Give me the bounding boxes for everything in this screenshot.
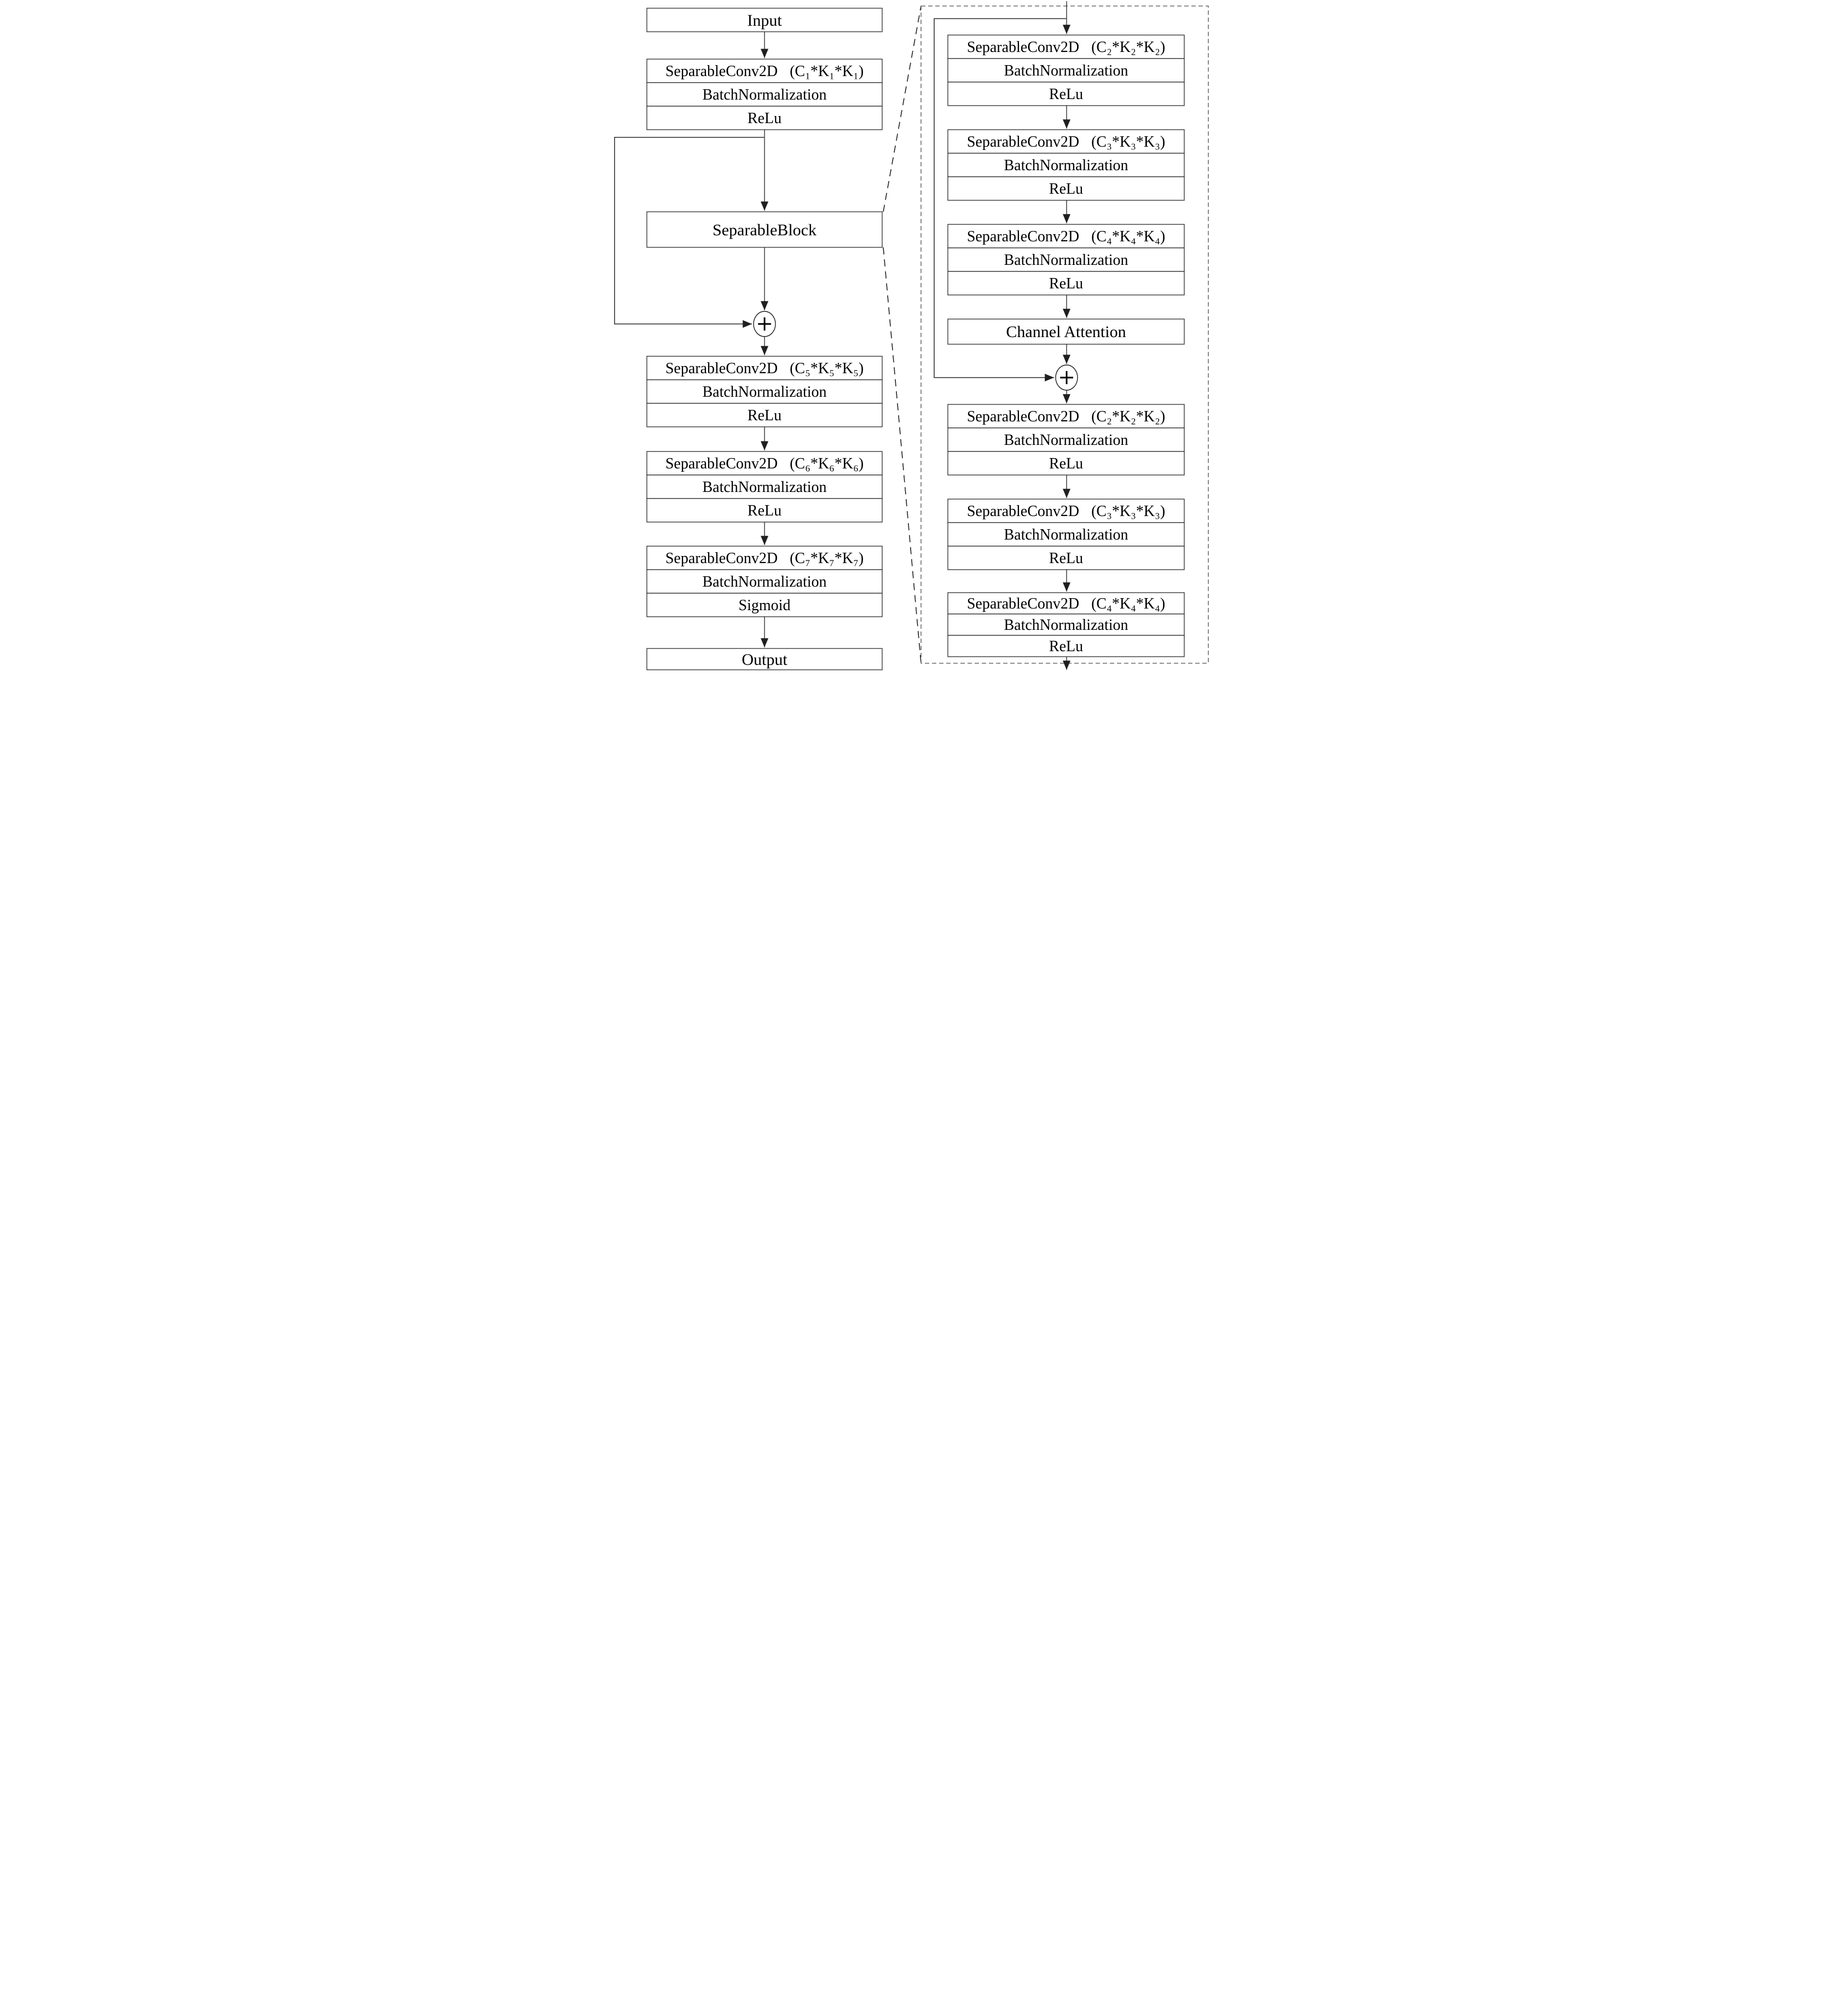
zoom-connector-line-bottom [883, 247, 921, 663]
separable-block-label: SeparableBlock [713, 221, 817, 239]
architecture-diagram [608, 0, 1216, 672]
conv1-conv-label: SeparableConv2D (C₁*K₁*K₁) [665, 63, 864, 80]
rblock4-act-label: ReLu [1049, 455, 1084, 472]
rblock6-conv-label: SeparableConv2D (C₄*K₄*K₄) [966, 595, 1166, 612]
rblock4-conv-label: SeparableConv2D (C₂*K₂*K₂) [966, 408, 1166, 425]
rblock1-act-label: ReLu [1049, 86, 1084, 103]
conv1-bn-label: BatchNormalization [702, 86, 827, 103]
rblock4-bn-label: BatchNormalization [1004, 432, 1128, 449]
output-label: Output [742, 651, 787, 669]
rblock2-act-label: ReLu [1049, 181, 1084, 198]
conv6-bn-label: BatchNormalization [702, 479, 827, 496]
conv5-bn-label: BatchNormalization [702, 384, 827, 401]
rblock3-conv-label: SeparableConv2D (C₄*K₄*K₄) [966, 228, 1166, 245]
flowchart-canvas [608, 0, 1216, 672]
rblock6-act-label: ReLu [1049, 638, 1084, 655]
plus-icon-left: + [756, 311, 773, 335]
conv7-act-label: Sigmoid [738, 597, 791, 614]
conv5-act-label: ReLu [747, 407, 782, 424]
rblock3-bn-label: BatchNormalization [1004, 252, 1128, 269]
rblock5-conv-label: SeparableConv2D (C₃*K₃*K₃) [966, 503, 1166, 520]
conv7-bn-label: BatchNormalization [702, 573, 827, 590]
rblock2-bn-label: BatchNormalization [1004, 157, 1128, 174]
rblock3-act-label: ReLu [1049, 275, 1084, 292]
conv7-conv-label: SeparableConv2D (C₇*K₇*K₇) [665, 550, 864, 567]
rblock5-act-label: ReLu [1049, 550, 1084, 567]
rblock5-bn-label: BatchNormalization [1004, 526, 1128, 543]
zoom-connector-line-top [883, 6, 921, 212]
rblock1-conv-label: SeparableConv2D (C₂*K₂*K₂) [966, 39, 1166, 56]
plus-icon-right: + [1058, 365, 1075, 389]
conv6-act-label: ReLu [747, 502, 782, 519]
rblock6-bn-label: BatchNormalization [1004, 617, 1128, 634]
conv6-conv-label: SeparableConv2D (C₆*K₆*K₆) [665, 455, 864, 472]
input-label: Input [747, 11, 782, 30]
conv1-act-label: ReLu [747, 110, 782, 127]
rblock2-conv-label: SeparableConv2D (C₃*K₃*K₃) [966, 134, 1166, 150]
channel-attention-label: Channel Attention [1006, 323, 1126, 341]
conv5-conv-label: SeparableConv2D (C₅*K₅*K₅) [665, 360, 864, 377]
rblock1-bn-label: BatchNormalization [1004, 62, 1128, 79]
